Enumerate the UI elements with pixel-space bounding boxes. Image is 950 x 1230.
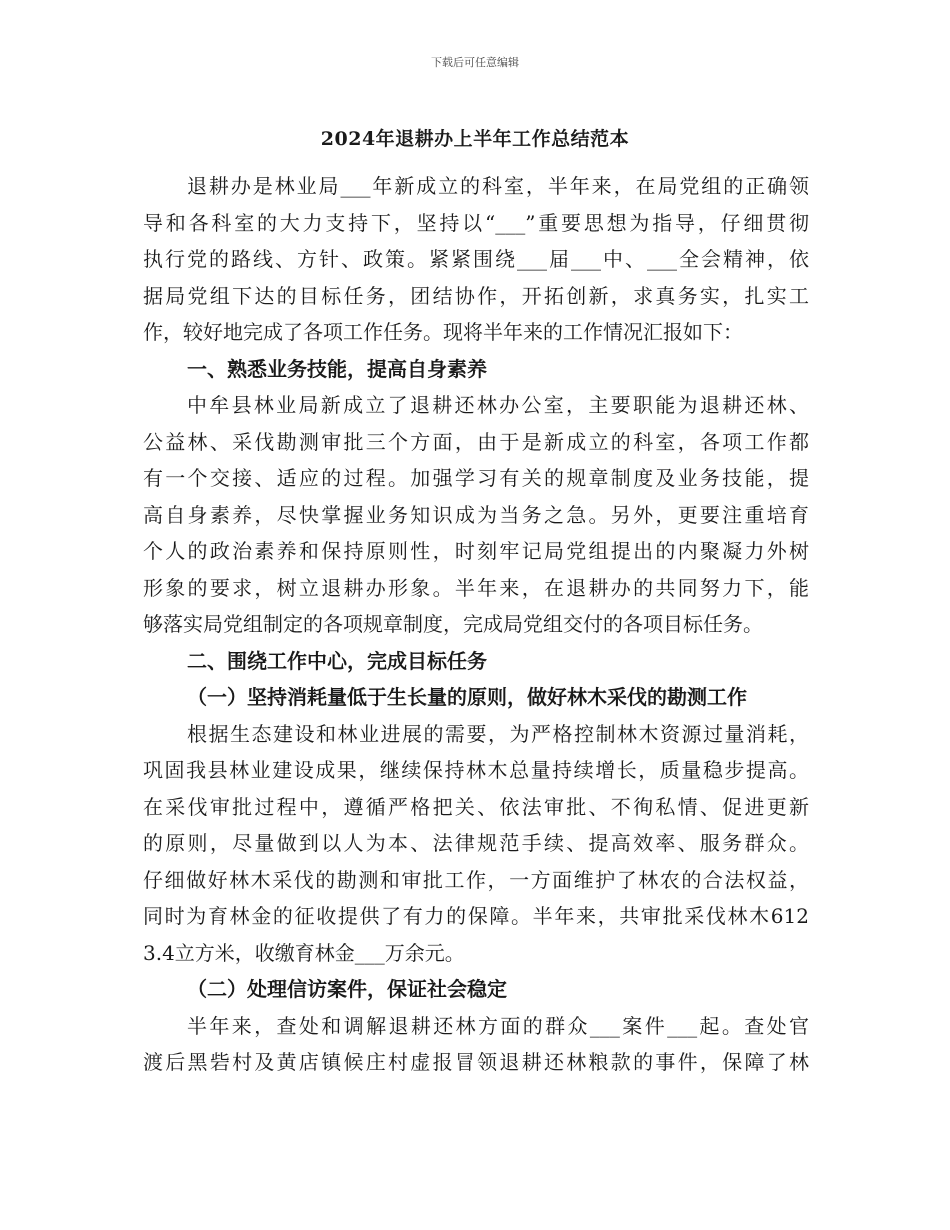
- text-line: 同时为育林金的征收提供了有力的保障。半年来，共审批采伐林木612: [143, 904, 809, 928]
- text-line: 3.4立方米，收缴育林金___万余元。: [143, 940, 465, 965]
- text-line: 的原则，尽量做到以人为本、法律规范手续、提高效率、服务群众。: [143, 831, 809, 855]
- text-line: 形象的要求，树立退耕办形象。半年来，在退耕办的共同努力下，能: [143, 575, 809, 600]
- text-line: 执行党的路线、方针、政策。紧紧围绕___届___中、___全会精神，依: [143, 247, 809, 271]
- subsection-heading: （一）坚持消耗量低于生长量的原则，做好林木采伐的勘测工作: [187, 685, 747, 709]
- text-line: 个人的政治素养和保持原则性，时刻牢记局党组提出的内聚凝力外树: [143, 539, 809, 563]
- text-line: 半年来，查处和调解退耕还林方面的群众___案件___起。查处官: [187, 1013, 809, 1038]
- section-heading: 二、围绕工作中心，完成目标任务: [187, 648, 487, 673]
- text-line: 渡后黑砦村及黄店镇候庄村虚报冒领退耕还林粮款的事件，保障了林: [143, 1050, 809, 1074]
- text-line: 中牟县林业局新成立了退耕还林办公室，主要职能为退耕还林、: [187, 393, 809, 417]
- header-note: 下载后可任意编辑: [431, 56, 519, 69]
- section-heading: 一、熟悉业务技能，提高自身素养: [187, 356, 487, 381]
- text-line: 巩固我县林业建设成果，继续保持林木总量持续增长，质量稳步提高。: [143, 758, 809, 782]
- text-line: 公益林、采伐勘测审批三个方面，由于是新成立的科室，各项工作都: [143, 429, 809, 454]
- text-line: 据局党组下达的目标任务，团结协作，开拓创新，求真务实，扎实工: [143, 283, 809, 308]
- text-line: 在采伐审批过程中，遵循严格把关、依法审批、不徇私情、促进更新: [143, 794, 809, 819]
- text-line: 有一个交接、适应的过程。加强学习有关的规章制度及业务技能，提: [143, 466, 809, 490]
- subsection-heading: （二）处理信访案件，保证社会稳定: [187, 977, 507, 1001]
- text-line: 导和各科室的大力支持下，坚持以“___”重要思想为指导，仔细贯彻: [143, 210, 809, 235]
- text-line: 退耕办是林业局___年新成立的科室，半年来，在局党组的正确领: [187, 174, 809, 198]
- text-line: 够落实局党组制定的各项规章制度，完成局党组交付的各项目标任务。: [143, 612, 763, 636]
- text-line: 仔细做好林木采伐的勘测和审批工作，一方面维护了林农的合法权益，: [143, 867, 809, 892]
- text-line: 根据生态建设和林业进展的需要，为严格控制林木资源过量消耗，: [187, 721, 809, 746]
- document-title: 2024年退耕办上半年工作总结范本: [320, 128, 630, 150]
- text-line: 作，较好地完成了各项工作任务。现将半年来的工作情况汇报如下：: [143, 320, 743, 344]
- document-body: [143, 168, 809, 1081]
- text-line: 高自身素养，尽快掌握业务知识成为当务之急。另外，更要注重培育: [143, 502, 809, 527]
